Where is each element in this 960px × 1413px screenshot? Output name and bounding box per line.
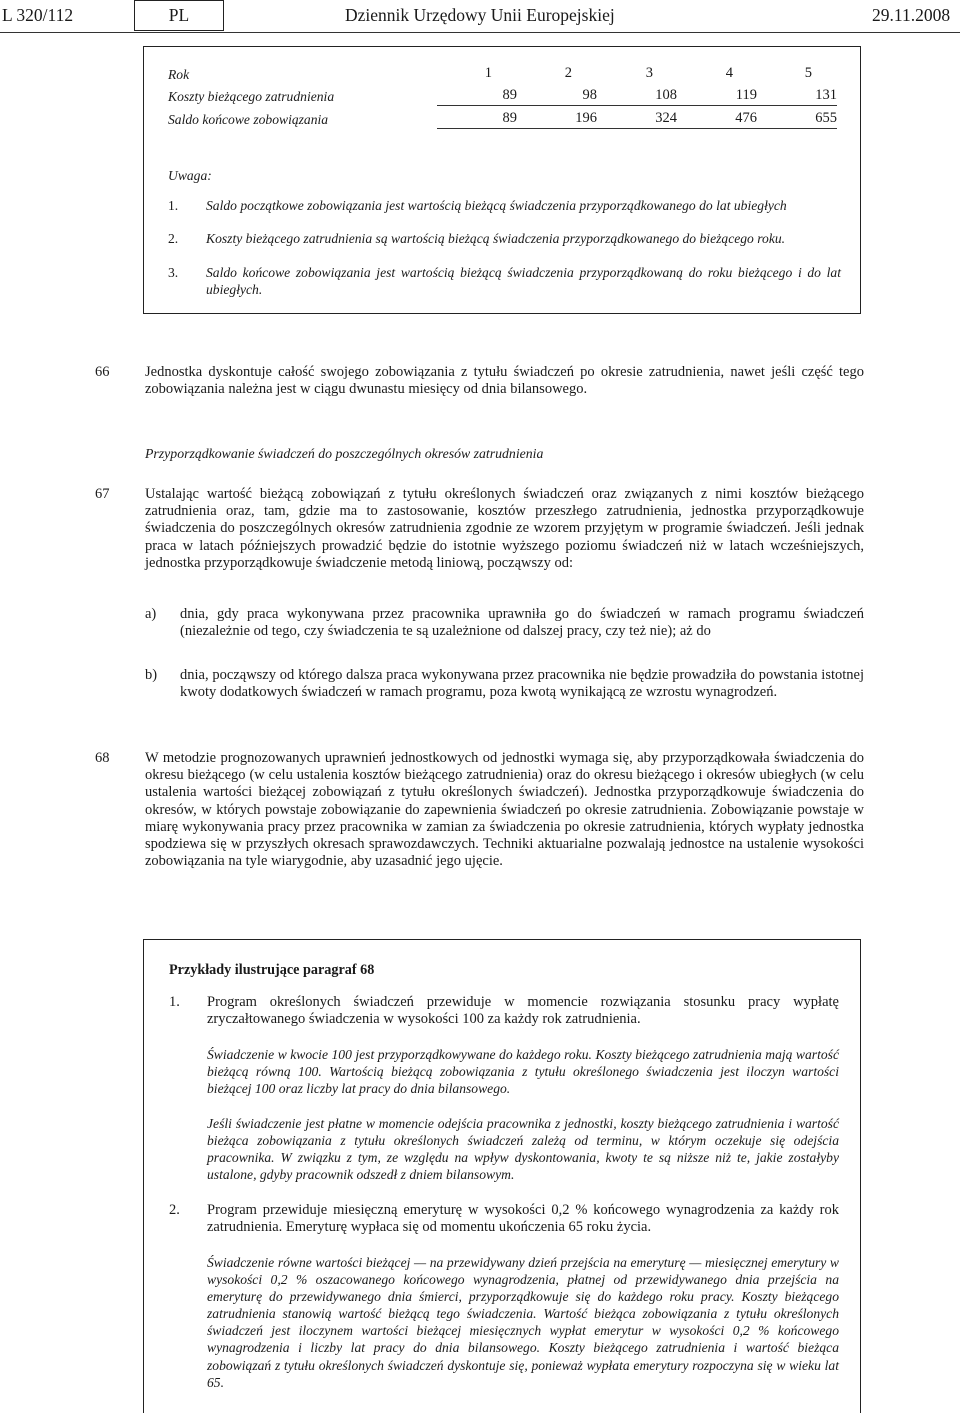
table-cell: 1 [484, 65, 492, 81]
note-text: Saldo końcowe zobowiązania jest wartością bieżącą świadczenia przyporządkowaną do roku bieżącego i do lat ubiegłych. [206, 265, 841, 297]
table-cell: 324 [597, 110, 677, 129]
table-cell: 196 [517, 110, 597, 129]
table-cell: 119 [677, 87, 757, 106]
table-label-current-cost: Koszty bieżącego zatrudnienia [168, 89, 335, 104]
example-text: Program przewiduje miesięczną emeryturę w wysokości 0,2 % końcowego wynagrodzenia za każdy rok zatrudnienia. Emeryturę wypłaca się od momentu ukończenia 65 roku życia. [207, 1202, 839, 1236]
note-text: Koszty bieżącego zatrudnienia są wartością bieżącą świadczenia przyporządkowanego do bieżącego roku. [206, 231, 786, 246]
journal-title: Dziennik Urzędowy Unii Europejskiej [345, 5, 615, 25]
examples-title: Przykłady ilustrujące paragraf 68 [169, 962, 375, 978]
table-cell: 108 [597, 87, 677, 106]
table-cell: 5 [804, 65, 812, 81]
header-divider [0, 32, 960, 33]
paragraph-number: 66 [95, 364, 110, 380]
list-label: b) [145, 667, 158, 683]
table-cell: 4 [725, 65, 733, 81]
list-label: a) [145, 606, 157, 622]
language-badge: PL [134, 0, 224, 31]
note-title: Uwaga: [168, 168, 212, 183]
table-cell: 89 [437, 110, 517, 129]
table-cell: 89 [437, 87, 517, 106]
list-item: dnia, gdy praca wykonywana przez pracownika uprawniła go do świadczeń w ramach programu świadczeń (niezależnie od tego, czy świadczenia te są uzależnione od dalszej pracy, czy też nie); aż do [180, 606, 864, 640]
note-number: 2. [168, 231, 179, 246]
example-number: 2. [169, 1202, 180, 1218]
example-number: 1. [169, 994, 180, 1010]
page-header [0, 0, 960, 32]
table-cell: 476 [677, 110, 757, 129]
paragraph-68: W metodzie prognozowanych uprawnień jednostkowych od jednostki wymaga się, aby przyporządkowała świadczenia do okresu bieżącego (w celu ustalenia kosztów bieżącego zatrudnienia) oraz do okresu bieżącego i okresów ubiegłych (w celu ustalenia wartości bieżącej zobowiązań z tytułu określonych świadczeń). Jednostka przyporządkowuje świadczenia do okresów, w których powstaje zobowiązanie do zapewnienia świadczeń po okresie zatrudnienia. Zobowiązanie powstaje w miarę wykonywania pracy przez pracownika w zamian za świadczenia po okresie zatrudnienia, których wypłaty jednostka spodziewa się w przyszłych okresach sprawozdawczych. Techniki aktuarialne pozwalają jednostce na ustalenie wysokości zobowiązania na tyle wiarygodnie, aby uzasadnić jego ujęcie. [145, 750, 864, 870]
note-number: 3. [168, 265, 179, 280]
page-reference: L 320/112 [2, 5, 74, 25]
table-label-year: Rok [168, 67, 190, 82]
note-number: 1. [168, 198, 179, 213]
table-cell: 98 [517, 87, 597, 106]
example-text: Program określonych świadczeń przewiduje w momencie rozwiązania stosunku pracy wypłatę zryczałtowanego świadczenia w wysokości 100 za każdy rok zatrudnienia. [207, 994, 839, 1028]
table-label-closing-balance: Saldo końcowe zobowiązania [168, 112, 329, 127]
paragraph-number: 67 [95, 486, 110, 502]
note-text: Saldo początkowe zobowiązania jest wartością bieżącą świadczenia przyporządkowanego do lat ubiegłych [206, 198, 787, 213]
table-cell: 131 [757, 87, 837, 106]
example-note: Jeśli świadczenie jest płatne w momencie odejścia pracownika z jednostki, koszty bieżącego zatrudnienia i wartość bieżąca zobowiązania z tytułu określonych świadczeń zależą od terminu, w którym oczekuje się odejścia pracownika. W związku z tym, ze względu na wpływ dyskontowania, kwoty te są niższe niż te, jakie zostałyby ustalone, gdyby pracownik odszedł z dniem bilansowym. [207, 1116, 839, 1183]
example-note: Świadczenie równe wartości bieżącej — na przewidywany dzień przejścia na emeryturę — miesięcznej emerytury w wysokości 0,2 % oszacowanego końcowego wynagrodzenia, płatnej od przewidywanego dnia przejścia na emeryturę do przewidywanego dnia śmierci, przyporządkowuje się do każdego roku pracy. Koszty bieżącego zatrudnienia stanowią wartość bieżącą tego świadczenia. Wartość bieżąca zobowiązania z tytułu określonych świadczeń jest iloczynem wartości bieżącej miesięcznych wypłat emerytur w wysokości 0,2 % końcowego wynagrodzenia i liczby lat pracy do dnia bilansowego. Koszty bieżącego zatrudnienia i wartość bieżąca zobowiązań z tytułu określonych świadczeń dyskontuje się, ponieważ wypłata emerytury rozpoczyna się w wieku lat 65. [207, 1255, 839, 1390]
table-cell: 3 [645, 65, 653, 81]
example-note: Świadczenie w kwocie 100 jest przyporządkowywane do każdego roku. Koszty bieżącego zatrudnienia mają wartość bieżącą równą 100. Wartością bieżącą zobowiązania z tytułu określonego świadczenia jest iloczyn wartości bieżącej 100 oraz liczby lat pracy do dnia bilansowego. [207, 1047, 839, 1097]
paragraph-number: 68 [95, 750, 110, 766]
paragraph-66: Jednostka dyskontuje całość swojego zobowiązania z tytułu świadczeń po okresie zatrudnienia, nawet jeśli część tego zobowiązania należna jest w ciągu dwunastu miesięcy od dnia bilansowego. [145, 364, 864, 398]
publication-date: 29.11.2008 [872, 5, 951, 25]
section-heading: Przyporządkowanie świadczeń do poszczególnych okresów zatrudnienia [145, 446, 544, 461]
table-cell: 2 [564, 65, 572, 81]
paragraph-67: Ustalając wartość bieżącą zobowiązań z tytułu określonych świadczeń oraz związanych z nimi kosztów bieżącego zatrudnienia oraz, tam, gdzie ma to zastosowanie, kosztów przeszłego zatrudnienia, jednostka przyporządkowuje świadczenia do poszczególnych okresów zatrudnienia zgodnie ze wzorem przyjętym w programie świadczeń. Jeśli jednak praca w latach późniejszych prowadzić będzie do istotnie wyższego poziomu świadczeń niż w latach wcześniejszych, jednostka przyporządkowuje świadczenie metodą liniową, począwszy od: [145, 486, 864, 571]
list-item: dnia, począwszy od którego dalsza praca wykonywana przez pracownika nie będzie prowadziła do powstania istotnej kwoty dodatkowych świadczeń w ramach programu, poza kwotą wynikającą ze wzrostu wynagrodzeń. [180, 667, 864, 701]
table-cell: 655 [757, 110, 837, 129]
